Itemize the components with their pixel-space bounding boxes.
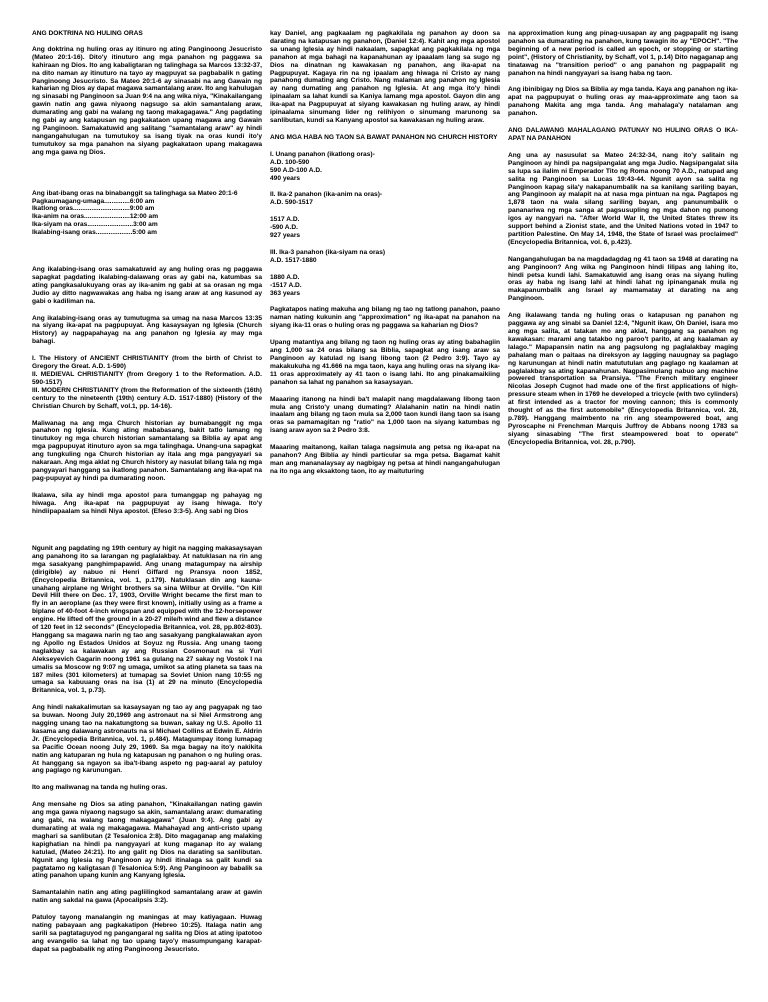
period-range: 590 A.D-100 A.D. bbox=[270, 166, 322, 174]
paragraph: Ang ikalabing-isang oras samakatuwid ay ang huling oras ng paggawa sapagkat pagdating ikalabing-dalawang oras ay gabi na, katumbas sa ating pangkasalukuyang oras ay ika-anim ng gabi at sa orasan ng mga Judio ay ditto nagwawakas ang haba ng isang araw at ang kasunod ay gabi o kadiliman na. bbox=[32, 266, 262, 305]
history-item: III. MODERN CHRISTIANITY (from the Reformation of the sixteenth (16th) century to the nineteenth (19th) century A.D. 1517-1880) (History of the Christian Church by Schaff, vol.1, pp. 14-16). bbox=[32, 386, 262, 410]
paragraph: Ang ikalawang tanda ng huling oras o katapusan ng panahon ng paggawa ay ang sinabi sa Daniel 12:4, "Ngunit ikaw, Oh Daniel, isara mo ang mga salita, at tatakan mo ang aklat, hanggang sa panahon ng kawakasan: marami ang tatakbo ng paroo't parito, at ang kaalaman ay lalago." Mapapansin natin na ang pagsulong ng paglalakbay maging pahalang man o paitaas na direksyon ay lagging nauugnay sa paglago ng karunungan at hindi natin matututulan ang paglago ng kaalaman at paglalakbay sa ating kapanahunan. Nagpasimulang nabuo ang machine powered transportation sa Pransiya. "The French military engineer Nicolas Joseph Cugnot had made one of the first applications of high-pressure steam when in 1769 he developed a tricycle (with two cylinders) at first intended as a tractor for moving cannon; this is commonly thought of as the first automobile" (Encyclopedia Britannica, vol. 28, p.789). Hanggang maimbento na rin ang steampowered boat, ang Pyroscaphe ni Frenchman Marquis Juffroy de Abbans noong 1783 sa siyang sinasabing "The first steampowered boat to operate" (Encyclopedia Britannica, vol. 28, p.790). bbox=[508, 312, 738, 446]
paragraph: Maaaring itanong na hindi ba't malapit nang magdalawang libong taon mula ang Cristo'y unang dumating? Alalahanin natin na hindi natin inaalam ang bilang ng taon mula sa 2,000 taon kundi ilang taon sa isang oras sa pamamagitan ng "ratio" na 1,000 taon na siyang katumbas ng isang araw ayon sa 2 Pedro 3:8. bbox=[270, 395, 500, 435]
column-1 bbox=[32, 30, 262, 953]
column-2 bbox=[270, 30, 500, 485]
period-label: II. Ika-2 panahon (ika-anim na oras)- bbox=[270, 191, 383, 199]
period-block bbox=[270, 274, 500, 298]
paragraph: Ang mensahe ng Dios sa ating panahon, "Kinakailangan nating gawin ang mga gawa niyaong nagsugo sa akin, samantalang araw: dumarating ang gabi, na walang taong makagagawa" (Juan 9:4). Ang gabi ay dumarating at wala ng makagagawa. Mahahayad ang anti-cristo upang maghari sa sanlibutan (2 Tesalonica 2:8). Dito magaganap ang malaking kapighatian na hindi pa nangyayari at kung maganap ito ay walang katulad, (Mateo 24:21). Ito ang galit ng Dios na darating sa sanlibutan. Ngunit ang Iglesia ng Panginoon ay hindi itinalaga sa galit kundi sa pagtatamo ng kaligtasan (I Tesalonica 5:9). Ang Panginoon ay babalik sa ating panahon upang kunin ang Kanyang Iglesia. bbox=[32, 801, 262, 880]
schedule-row: Ikatlong oras...............................9:00 am bbox=[32, 205, 155, 213]
period-range: 1880 A.D. bbox=[270, 273, 300, 281]
paragraph: Ang ibinibigay ng Dios sa Biblia ay mga tanda. Kaya ang panahon ng ika-apat na pagpupuyat o huling oras ay maa-approximate ang taon sa panahong Makita ang mga tanda. Ang mahalaga'y natalaman ang panahon. bbox=[508, 86, 738, 118]
section-heading: ANG DALAWANG MAHALAGANG PATUNAY NG HULING ORAS O IKA-APAT NA PANAHON bbox=[508, 127, 738, 142]
schedule-row: Ika-siyam na oras.........................3:00 am bbox=[32, 221, 158, 229]
schedule-row: Ikalabing-isang oras....................5:00 am bbox=[32, 229, 157, 237]
column-1-lower bbox=[32, 545, 262, 963]
history-item: I. The History of ANCIENT CHRISTIANITY (from the birth of Christ to Gregory the Great. A.D. 1-590) bbox=[32, 355, 262, 371]
period-block bbox=[270, 191, 500, 207]
paragraph: Samantalahin natin ang ating pagliilingkod samantalang araw at gawin natin ang sakdal na gawa (Apocalipsis 3:2). bbox=[32, 889, 262, 905]
period-label: III. Ika-3 panahon (ika-siyam na oras) bbox=[270, 248, 386, 256]
period-block bbox=[270, 151, 500, 183]
paragraph: Pagkatapos nating makuha ang bilang ng tao ng tatlong panahon, paano naman nating kukunin ang "approximation" ng ika-apat na panahon na siyang ika-11 oras o huling oras ng paggawa sa kaharian ng Dios? bbox=[270, 306, 500, 330]
paragraph: Maaaring maitanong, kailan talaga nagsimula ang petsa ng ika-apat na panahon? Ang Biblia ay hindi particular sa mga petsa. Bagamat kahit man ang mananalaysay ay nagbigay ng petsa at hindi nangangahulugan na ito nga ang eksaktong taon, ito ay maituturing bbox=[270, 444, 500, 475]
period-range: A.D. 1517-1880 bbox=[270, 256, 317, 264]
paragraph: Upang matantiya ang bilang ng taon ng huling oras ay ating babahagiin ang 1,000 sa 24 oras bilang sa Biblia, sapagkat ang isang araw sa Panginoon ay katulad ng isang libong taon (2 Pedro 3:9). Tayo ay makakukuha ng 41.666 na mga taon, kaya ang huling oras na siyang ika-11 oras approximately ay 41 taon o isang lahi. Ito ang pinakamaikiing panahon sa lahat ng panahon sa kasaysayan. bbox=[270, 339, 500, 386]
paragraph: Nangangahulugan ba na magdadagdag ng 41 taon sa 1948 at darating na ang Panginoon? Ang wika ng Panginoon hindi lilipas ang lahing ito, hindi petsa kundi lahi. Samakatuwid ang isang oras na siyang huling oras ay haba ng isang lahi at hindi lahat ng ipinanganak mula ng makapanumbalik ang Israel ay mamamatay at darating na ang Panginoon. bbox=[508, 255, 738, 303]
column-3 bbox=[508, 30, 738, 456]
section-heading: ANG MGA HABA NG TAON SA BAWAT PANAHON NG CHURCH HISTORY bbox=[270, 133, 498, 141]
paragraph: Ang doktrina ng huling oras ay itinuro ng ating Panginoong Jesucristo (Mateo 20:1-16). Dito'y itinuturo ang mga panahon ng paggawa sa kahiraan ng Dios. Ito ang kabaligtaran ng talinghaga sa Marcos 13:32-37, na dito naman ay itinuturo na tayo ay magpuyat sa pagbabalik n gating Panginoong Jesucristo. Sa Mateo 20:1-6 ay sinasabi na ang Gawain ng kaharian ng Dios ay dapat magawa samantalang araw. Ito ang kahulugan ng sinasabi ng Panginoon sa Juan 9:4 na ang wika niya, "Kinakailangang gawin natin ang gawa niyaong nagsugo sa akin samantalang araw, dumarating ang gabi na walang ng taong makagagawa." Ang pagdating ng gabi ay ang katapusan ng pagkakataon upang magawa ang Gawain ng Panginoon. Samakatuwid ang salitang "samantalang araw" ay hindi nangangahulugan na tumutukoy sa isang tiyak na oras kundi ito'y tumutukoy sa mga panahon na siyang pagkakataon upang makagawa ang mga gawa ng Dios. bbox=[32, 45, 262, 156]
spacer bbox=[32, 166, 262, 190]
paragraph: Ito ang maliwanag na tanda ng huling oras. bbox=[32, 784, 168, 792]
history-item: II. MEDIEVAL CHRISTIANITY (from Gregory 1 to the Reformation. A.D. 590-1517) bbox=[32, 371, 262, 386]
schedule-intro: Ang ibat-ibang oras na binabanggit sa talinghaga sa Mateo 20:1-6 bbox=[32, 189, 238, 197]
paragraph: Ikalawa, sila ay hindi mga apostol para tumanggap ng pahayag ng hiwaga. Ang ika-apat na pagpupuyat ay isang hiwaga. Ito'y hindiipapaalam sa hindi Niya apostol. (Efeso 3:3-5). Ang sabi ng Dios bbox=[32, 491, 262, 515]
period-length: 927 years bbox=[270, 232, 301, 240]
schedule-row: Pagkaumagang-umaga..............6:00 am bbox=[32, 197, 155, 205]
paragraph: na approximation kung ang pinag-uusapan ay ang pagpapalit ng isang panahon sa dumarating na panahon, kung tawagin ito ay "EPOCH". "The beginning of a new period is called an epoch, or stopping or starting point", (History of Christianity, by Schaff, vol 1, p.14) Dito nagaganap ang tinatawag na "transition period" o ang panahon ng pagpapalit ng panahon na hindi nangyayari sa isang haba ng taon. bbox=[508, 30, 738, 77]
period-label: I. Unang panahon (ikatlong oras)- bbox=[270, 150, 375, 158]
paragraph: Ang hindi nakakalimutan sa kasaysayan ng tao ay ang pagyapak ng tao sa buwan. Noong July 20,1969 ang astronaut na si Niel Armstrong ang nagging unang tao na nakatungtong sa buwan, sakay ng U.S. Apollo 11 kasama ang dalawang astronauts na si Michael Collins at Edwin E. Aldrin Jr. (Encyclopedia Britannica, vol. 1, p.484). Matagumpay itong lumapag sa Pacific Ocean noong July 29, 1969. Sa mga bagay na ito'y nakikita natin ang katuparan ng hula ng katapusan ng panahon o ng huling oras. At hanggang sa ngayon sa iba't-ibang aspeto ng pag-aaral ay patuloy ang paglago ng karunungan. bbox=[32, 704, 262, 775]
period-range: -590 A.D. bbox=[270, 224, 298, 232]
paragraph: Ang una ay nasusulat sa Mateo 24:32-34, nang ito'y salitain ng Panginoon ay hindi pa nagsipangalat ang mga Judio. Nagsipangalat sila sa lupa sa ilalim ni Emperador Tito ng Roma noong 70 A.D., natupad ang salita ng Panginoon sa Lucas 19:43-44. Ngunit ayon sa salita ng Panginoon kapag sila'y nakapanumbalik na sa kanilang sariling bayan, ang Panginoon ay malapit na at nasa mga pintuan na nga. Pagtapos ng 1,878 taon na wala silang sariling bayan, ang panunumbalik o pananariwa ng mga sanga at pagsusupling ng mga dahon ng punong igos ay nangyari na. "After World War II, the United States threw its support behind a Zionist state, and the United Nations voted in 1947 to partition Palestine. On May 14, 1948, the State of Israel was proclaimed" (Encyclopedia Britannica, vol. 6, p.423). bbox=[508, 151, 738, 246]
history-list bbox=[32, 355, 262, 410]
period-length: 490 years bbox=[270, 174, 301, 182]
paragraph: kay Daniel, ang pagkaalam ng pagkakilala ng panahon ay doon sa darating na katapusan ng panahon, (Daniel 12:4). Kahit ang mga apostol sa unang Iglesia ay hindi nakaalam, sapagkat ang pagkakilala ng mga panahon at mga bahagi na kapanahunan ay ipaaalam lang sa sugo ng Dios na dinatnan ng kawakasan ng panahon, ang ika-apat na Pagpupuyat. Kagaya rin na ng ipaalam ang hiwaga ni Cristo ay nang panahong dumating ang Cristo. Nang malaman ang panahon ng Iglesia ay nang dumating ang panahon ng Iglesia. At ang mga ito'y hindi ipinaalam sa lahat kundi sa Kaniya lamang mga apostol. Gayon din ang ika-apat na Pagpupuyat at siyang kawakasan ng huling araw, ay hindi ipinaalama sinumang lider ng relihiyon o sinumang marunong sa sanlibutan, kundi sa Kanyang apostol sa kawakasan ng huling araw. bbox=[270, 30, 500, 124]
period-block bbox=[270, 249, 500, 265]
spacer bbox=[32, 246, 262, 266]
period-range: A.D. 590-1517 bbox=[270, 199, 313, 207]
period-block bbox=[270, 216, 500, 240]
period-range: A.D. 100-590 bbox=[270, 158, 310, 166]
period-range: 1517 A.D. bbox=[270, 216, 300, 224]
paragraph: Ang ikalabing-isang oras ay tumutugma sa umag na nasa Marcos 13:35 na siyang ika-apat na pagpupuyat. Ang kasaysayan ng Iglesia (Church History) ay nagpapahayag na ang panahon ng Iglesia ay may mga bahagi. bbox=[32, 314, 262, 346]
doc-title: ANG DOKTRINA NG HULING ORAS bbox=[32, 30, 143, 37]
paragraph: Ngunit ang pagdating ng 19th century ay higit na nagging makasaysayan ang panahong ito sa larangan ng paglalakbay. At natuklasan na rin ang mga sasakyang panghimpapawid. Ang unang matagumpay na airship (dirigible) ay nabuo ni Henri Giffard ng Pransya noon 1852, (Encyclopedia Britannica, vol. 1, p.179). Natuklasan din ang kauna-unahang airplane ng Wright brothers sa sina Wilbur at Orville. "On Kill Devil Hill there on Dec. 17, 1903, Orville Wright became the first man to fly in an aeroplane (as they were first known), initially using as a frame a biplane of 40-foot 4-inch wingspan and equipped with the 12-horsepower engine. He lifted off the ground in a 20-27 mile/h wind and flew a distance of 120 feet in 12 seconds" (Encyclopedia Britannica, vol. 28, pp.802-803). Hanggang sa magawa narin ng tao ang sasakyang pangkalawakan ayon ng Apollo ng Estados Unidos at Soyuz ng Russia. Ang unang taong naglakbay sa kalawakan ay ang Russian Cosmonaut na si Yuri Alekseyevich Gagarin noong 1961 sa gulang na 27 sakay ng Vostok I na umalis sa Moscow ng 9:07 ng umaga, umikot sa ating planeta sa taas na 187 miles (301 kilometers) at tumapag sa Soviet Union nang 10:55 ng umaga sa kabuuang oras na isa (1) at 29 na minuto (Encyclopedia Britannica, vol. 1, p.73). bbox=[32, 545, 262, 695]
period-length: 363 years bbox=[270, 289, 301, 297]
schedule-block bbox=[32, 190, 262, 237]
paragraph: Patuloy tayong manalangin ng maningas at may katiyagaan. Huwag nating pabayaan ang pagkakatipon (Hebreo 10:25). Italaga natin ang sarili sa pagtataguyod ng pangangaral ng salita ng Dios at ating ipatotoo ang evangelio sa lahat ng tao upang tayo'y masumpungang karapat-dapat sa pagbabalik ng ating Panginoong Jesucristo. bbox=[32, 914, 262, 953]
period-range: -1517 A.D. bbox=[270, 281, 302, 289]
paragraph: Maliwanag na ang mga Church historian ay bumabanggit ng mga panahon ng Iglesia. Kung ating mababasang, bakit tatlo lamang ng tinutukoy ng mga church historian samantalang sa Biblia ay apat ang mga pagpupuyat itinuturo ayon sa mga talinghaga. Unang-una sapagkat ang tungkuling nga Church historian ay itala ang mga pangyayari sa nakaraan. Ang mga aklat ng Church history ay nasulat bilang tala ng mga pangyayari hanggang sa ikatlong panahon. Samantalang ang ika-apat na pag-pupuyat ay hindi pa dumarating noon. bbox=[32, 419, 262, 482]
schedule-row: Ika-anim na oras.........................12:00 am bbox=[32, 213, 159, 221]
